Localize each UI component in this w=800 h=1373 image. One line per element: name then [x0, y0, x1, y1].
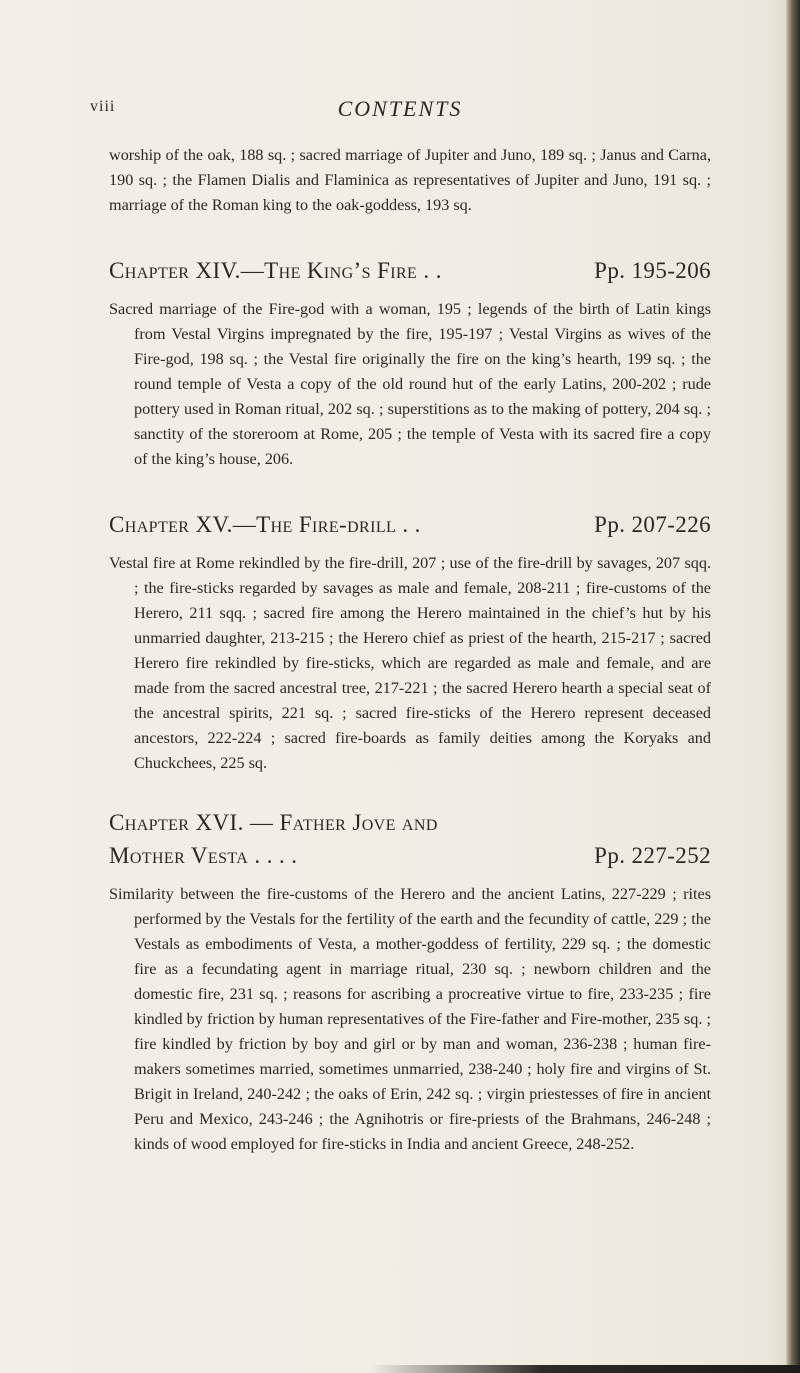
chapter-summary-xv: Vestal fire at Rome rekindled by the fire-drill, 207 ; use of the fire-drill by savages, 207 sqq. ; the fire-sticks regarded by savages as male and female, 208-211 ; fire-customs of the Herero, 211 sqq. ; sacred fire among the Herero maintained in the chief’s hut by his unmarried daughter, 213-215 ; the Herero chief as priest of the hearth, 215-217 ; sacred Herero fire rekindled by fire-sticks, which are regarded as male and female, and are made from the sacred ancestral tree, 217-221 ; the sacred Herero hearth a special seat of the ancestral spirits, 221 sq. ; sacred fire-sticks of the Herero represent deceased ancestors, 222-224 ; sacred fire-boards as family deities among the Koryaks and Chuckchees, 225 sq.	[109, 554, 711, 772]
chapter-pages: Pp. 207-226	[594, 512, 711, 537]
page-number: viii	[90, 98, 116, 115]
intro-paragraph: worship of the oak, 188 sq. ; sacred marriage of Jupiter and Juno, 189 sq. ; Janus and Carna, 190 sq. ; the Flamen Dialis and Flaminica as representatives of Jupiter and Juno, 191 sq. ; marriage of the Roman king to the oak-goddess, 193 sq.	[109, 146, 711, 214]
chapter-heading-xiv	[109, 254, 711, 287]
chapter-heading-xvi	[109, 806, 711, 872]
chapter-leader: . .	[402, 512, 421, 537]
chapter-title: Chapter XV.—The Fire-drill	[109, 512, 397, 537]
page-edge-shadow	[786, 0, 800, 1373]
chapter-heading-xv	[109, 508, 711, 541]
chapter-pages: Pp. 195-206	[594, 258, 711, 283]
chapter-leader: . . . .	[254, 843, 298, 868]
running-title: CONTENTS	[337, 96, 463, 121]
chapter-leader: .	[435, 258, 442, 283]
chapter-title-line2: Mother Vesta	[109, 843, 249, 868]
chapter-summary-xvi: Similarity between the fire-customs of the Herero and the ancient Latins, 227-229 ; rites performed by the Vestals for the fertility of the earth and the fecundity of cattle, 229 ; the Vestals as embodiments of Vesta, a mother-goddess of fertility, 229 sq. ; the domestic fire as a fecundating agent in marriage ritual, 230 sq. ; newborn children and the domestic fire, 231 sq. ; reasons for ascribing a procreative virtue to fire, 233-235 ; fire kindled by friction by human representatives of the Fire-father and Fire-mother, 235 sq. ; fire kindled by friction by boy and girl or by man and woman, 236-238 ; human fire-makers sometimes married, sometimes unmarried, 238-240 ; holy fire and virgins of St. Brigit in Ireland, 240-242 ; the oaks of Erin, 242 sq. ; virgin priestesses of fire in ancient Peru and Mexico, 243-246 ; the Agnihotris or fire-priests of the Brahmans, 246-248 ; kinds of wood employed for fire-sticks in India and ancient Greece, 248-252.	[109, 885, 711, 1153]
chapter-summary-xiv: Sacred marriage of the Fire-god with a woman, 195 ; legends of the birth of Latin kings from Vestal Virgins impregnated by the fire, 195-197 ; Vestal Virgins as wives of the Fire-god, 198 sq. ; the Vestal fire originally the fire on the king’s hearth, 199 sq. ; the round temple of Vesta a copy of the old round hut of the early Latins, 200-202 ; rude pottery used in Roman ritual, 202 sq. ; superstitions as to the making of pottery, 204 sq. ; sanctity of the storeroom at Rome, 205 ; the temple of Vesta with its sacred fire a copy of the king’s house, 206.	[109, 300, 711, 468]
chapter-title: Chapter XIV.—The King’s Fire .	[109, 258, 430, 283]
chapter-pages: Pp. 227-252	[594, 843, 711, 868]
contents-body	[109, 143, 711, 1157]
chapter-title-line1: Chapter XVI. — Father Jove and	[109, 810, 438, 835]
running-head	[90, 98, 710, 128]
page-bottom-shadow	[370, 1365, 800, 1373]
